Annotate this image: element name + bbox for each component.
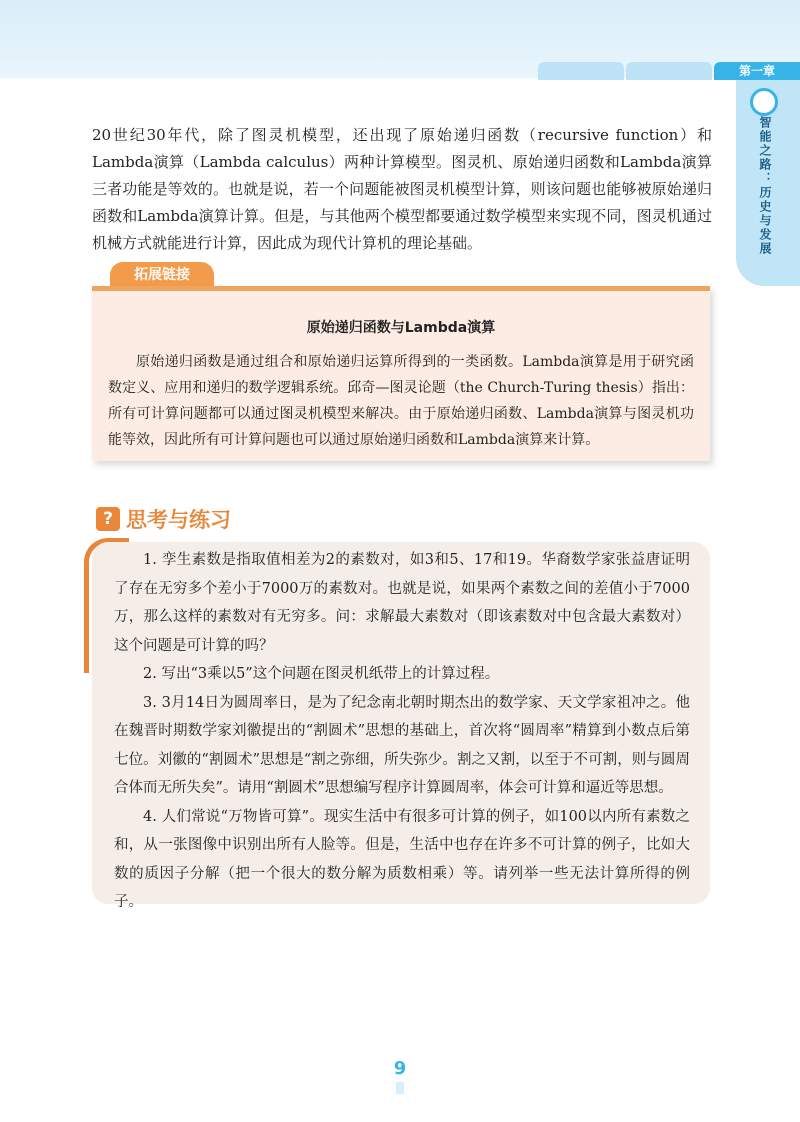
extension-title: 原始递归函数与Lambda演算 — [306, 320, 496, 336]
chapter-tabs — [538, 62, 800, 82]
chapter-tab: 第一章 — [714, 62, 800, 80]
extension-header — [92, 262, 710, 288]
tab-decoration — [538, 62, 624, 80]
page-number: 9 — [393, 1058, 407, 1079]
magnifier-icon — [750, 88, 778, 116]
exercises-heading — [96, 505, 231, 533]
body-paragraph: 20世纪30年代，除了图灵机模型，还出现了原始递归函数（recursive function）和Lambda演算（Lambda calculus）两种计算模型。图灵机、原始递归函数和Lambda演算三者功能是等效的。也就是说，若一个问题能被图灵机模型计算，则该问题也能够被原始递归函数和Lambda演算计算。但是，与其他两个模型都要通过数学模型来实现不同，图灵机通过机械方式就能进行计算，因此成为现代计算机的理论基础。 — [92, 126, 712, 252]
page-marker — [396, 1082, 404, 1094]
tab-decoration — [626, 62, 712, 80]
exercise-item: 2. 写出“3乘以5”这个问题在图灵机纸带上的计算过程。 — [143, 666, 500, 682]
extension-body: 原始递归函数是通过组合和原始递归运算所得到的一类函数。Lambda演算是用于研究函数定义、应用和递归的数学逻辑系统。邱奇—图灵论题（the Church-Turing thesis）指出：所有可计算问题都可以通过图灵机模型来解决。由于原始递归函数、Lambda演算与图灵机功能等效，因此所有可计算问题也可以通过原始递归函数和Lambda演算来计算。 — [108, 354, 694, 448]
extension-box — [92, 286, 710, 461]
exercise-item: 1. 孪生素数是指取值相差为2的素数对，如3和5、17和19。华裔数学家张益唐证明了存在无穷多个差小于7000万的素数对。也就是说，如果两个素数之间的差值小于7000万，那么这样的素数对有无穷多。问：求解最大素数对（即该素数对中包含最大素数对）这个问题是可计算的吗？ — [114, 552, 690, 654]
exercises-title: 思考与练习 — [126, 508, 231, 532]
exercise-item: 3. 3月14日为圆周率日，是为了纪念南北朝时期杰出的数学家、天文学家祖冲之。他在魏晋时期数学家刘徽提出的“割圆术”思想的基础上，首次将“圆周率”精算到小数点后第七位。刘徽的“割圆术”思想是“割之弥细，所失弥少。割之又割，以至于不可割，则与圆周合体而无所失矣”。请用“割圆术”思想编写程序计算圆周率，体会可计算和逼近等思想。 — [114, 694, 690, 796]
side-title: 智能之路：历史与发展 — [758, 116, 772, 256]
question-icon: ? — [96, 507, 120, 531]
extension-label: 拓展链接 — [110, 262, 214, 288]
exercises-box — [92, 542, 710, 910]
exercise-list — [114, 546, 690, 917]
exercise-item: 4. 人们常说“万物皆可算”。现实生活中有很多可计算的例子，如100以内所有素数之和，从一张图像中识别出所有人脸等。但是，生活中也存在许多不可计算的例子，比如大数的质因子分解（把一个很大的数分解为质数相乘）等。请列举一些无法计算所得的例子。 — [114, 808, 690, 910]
